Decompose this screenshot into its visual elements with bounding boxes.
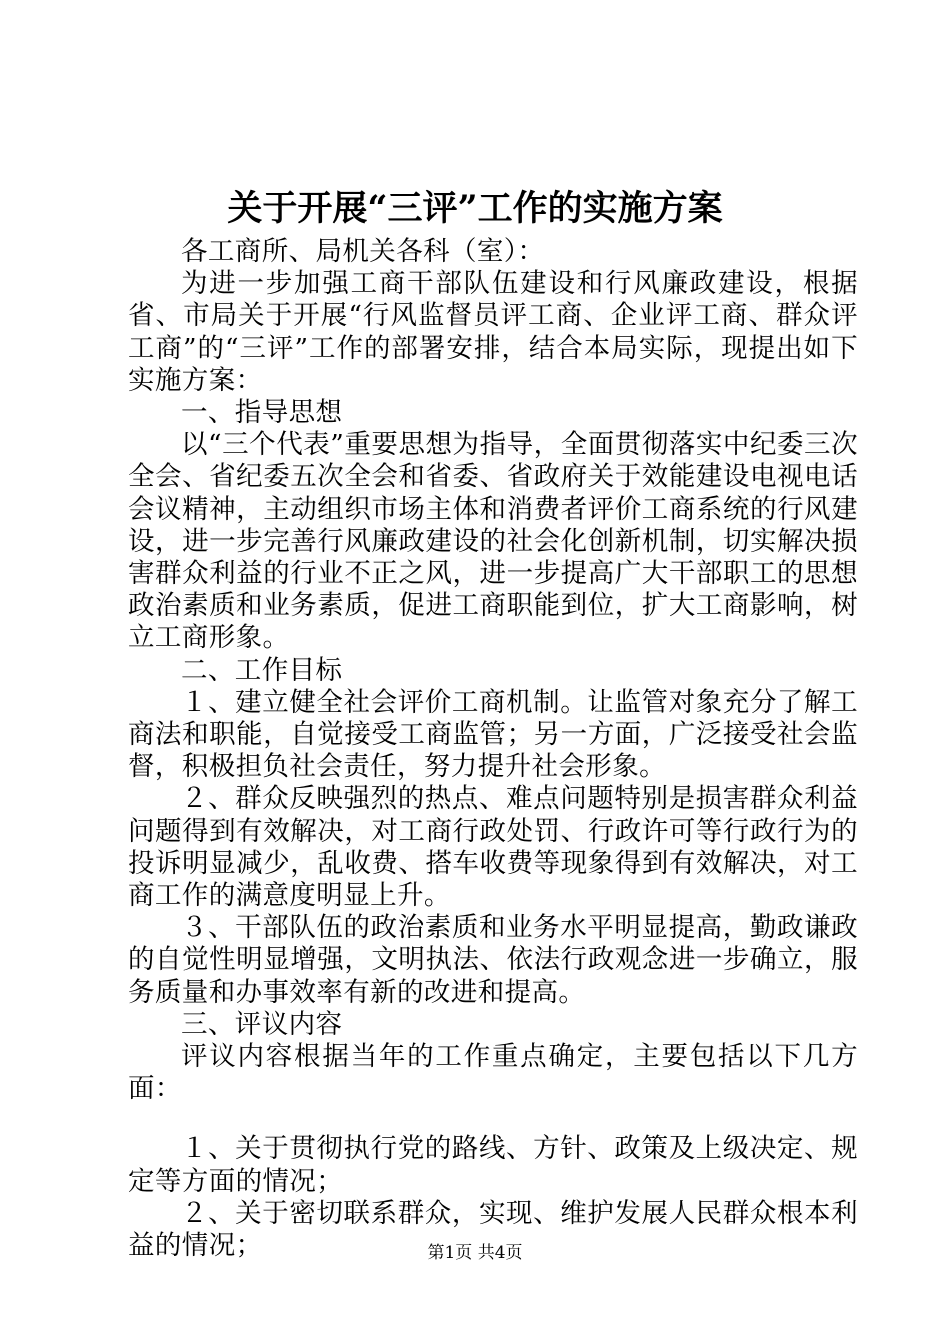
paragraph-review-intro: 评议内容根据当年的工作重点确定，主要包括以下几方面： [128, 1041, 858, 1105]
document-title: 关于开展“三评”工作的实施方案 [227, 188, 723, 229]
paragraph-addressee: 各工商所、局机关各科（室）： [181, 236, 545, 267]
paragraph-goal-3: ３、干部队伍的政治素质和业务水平明显提高，勤政谦政的自觉性明显增强，文明执法、依法行政观念进一步确立，服务质量和办事效率有新的改进和提高。 [128, 912, 858, 1008]
paragraph-intro: 为进一步加强工商干部队伍建设和行风廉政建设，根据省、市局关于开展“行风监督员评工商、企业评工商、群众评工商”的“三评”工作的部署安排，结合本局实际，现提出如下实施方案： [128, 268, 858, 396]
section-heading-work-goals: 二、工作目标 [181, 654, 343, 686]
paragraph-goal-1: １、建立健全社会评价工商机制。让监管对象充分了解工商法和职能，自觉接受工商监管；另一方面，广泛接受社会监督，积极担负社会责任，努力提升社会形象。 [128, 686, 858, 783]
page-number-footer: 第1页 共4页 [427, 1243, 523, 1263]
document-body [128, 236, 858, 1262]
section-heading-review-content: 三、评议内容 [181, 1008, 343, 1040]
paragraph-guiding-ideology: 以“三个代表”重要思想为指导，全面贯彻落实中纪委三次全会、省纪委五次全会和省委、省政府关于效能建设电视电话会议精神，主动组织市场主体和消费者评价工商系统的行风建设，进一步完善行风廉政建设的社会化创新机制，切实解决损害群众利益的行业不正之风，进一步提高广大干部职工的思想政治素质和业务素质，促进工商职能到位，扩大工商影响，树立工商形象。 [128, 429, 858, 654]
paragraph-review-item-1: １、关于贯彻执行党的路线、方针、政策及上级决定、规定等方面的情况； [128, 1133, 858, 1197]
section-heading-guiding-ideology: 一、指导思想 [181, 397, 343, 429]
paragraph-review-item-2: ２、关于密切联系群众，实现、维护发展人民群众根本利益的情况； [128, 1197, 858, 1262]
paragraph-goal-2: ２、群众反映强烈的热点、难点问题特别是损害群众利益问题得到有效解决，对工商行政处罚、行政许可等行政行为的投诉明显减少，乱收费、搭车收费等现象得到有效解决，对工商工作的满意度明显上升。 [128, 783, 858, 912]
